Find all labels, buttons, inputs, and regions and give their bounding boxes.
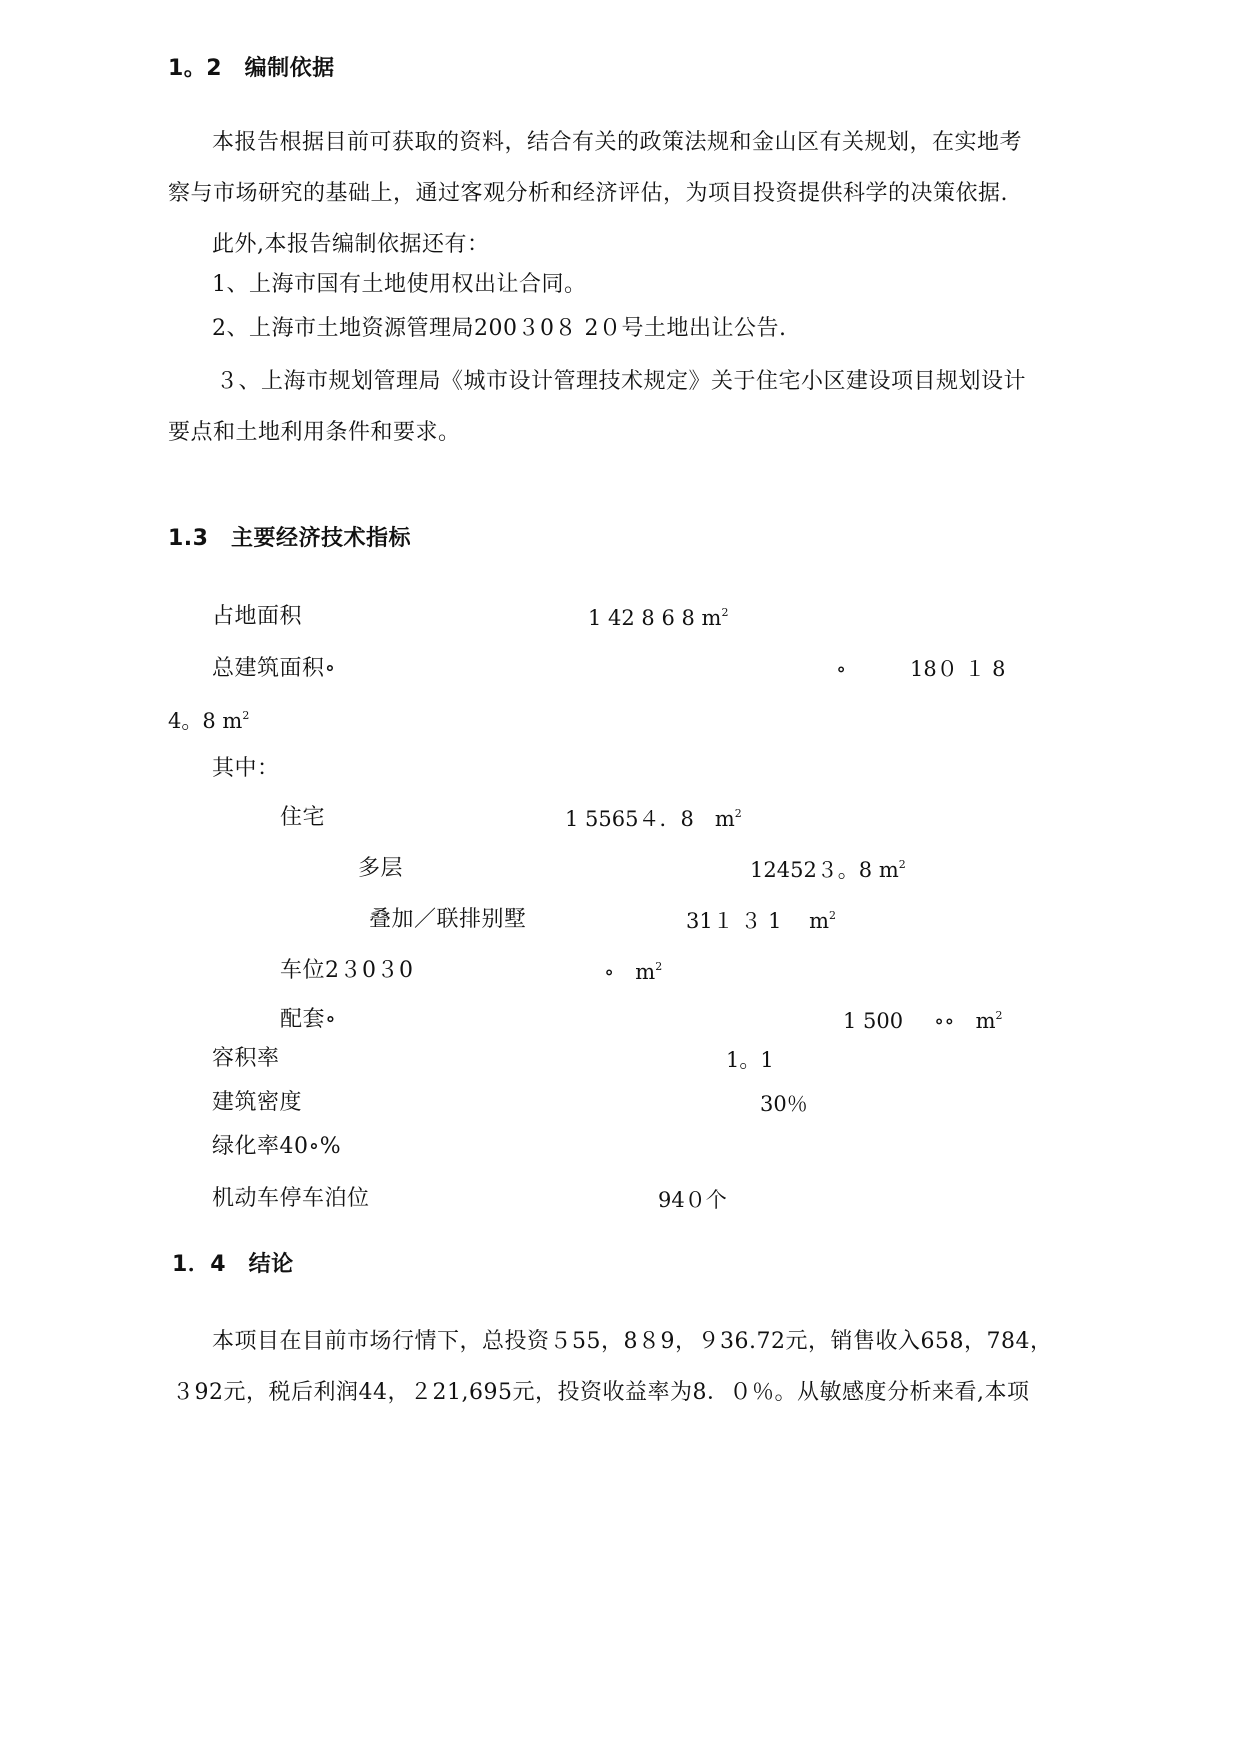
basis-item-3-line-2: 要点和土地利用条件和要求。 [168,420,461,445]
density-value: 30％ [760,1092,808,1116]
villa-label: 叠加／联排别墅 [369,907,527,932]
parking-spaces-label: 机动车停车泊位 [212,1186,370,1211]
residential-label: 住宅 [280,805,326,830]
parking-area-label: 车位2３0３0 [280,958,414,983]
total-area-mark: ∘ [836,657,847,681]
facilities-unit: ∘∘ $m^2$ [934,1009,1003,1033]
section-heading-1-3: 1.3 主要经济技术指标 [168,526,411,551]
basis-item-1: 1、上海市国有土地使用权出让合同。 [212,272,587,297]
density-label: 建筑密度 [212,1090,303,1115]
far-value: 1。1 [726,1048,774,1072]
land-area-value: 1 42 8 6 8 $m^2$ [588,606,729,630]
facilities-value: 1 500 [843,1009,904,1033]
total-area-value: 18０ １ 8 [910,657,1006,681]
land-area-label: 占地面积 [212,604,303,629]
parking-area-mark: ∘ $m^2$ [604,960,663,984]
total-area-label: 总建筑面积∘ [212,656,336,681]
multistory-label: 多层 [358,856,404,881]
facilities-label: 配套∘ [280,1007,337,1032]
green-ratio-label: 绿化率40∘% [212,1134,342,1159]
total-area-value-cont: 4。8 $m^2$ [168,709,250,733]
basis-item-3-line-1: ３、上海市规划管理局《城市设计管理技术规定》关于住宅小区建设项目规划设计 [216,369,1027,394]
multistory-value: 12452３。8 $m^2$ [750,858,906,882]
conclusion-line-2: ３92元，税后利润44，２21,695元，投资收益率为8．０％。从敏感度分析来看,本项 [172,1380,1030,1405]
far-label: 容积率 [212,1046,280,1071]
paragraph-additional-basis: 此外,本报告编制依据还有： [212,232,490,257]
among-label: 其中： [212,756,280,781]
villa-value: 31１ ３ 1 $m^2$ [686,909,837,933]
basis-item-2: 2、上海市土地资源管理局200３0８ 2０号土地出让公告. [212,316,787,341]
parking-spaces-value: 94０个 [658,1188,727,1212]
residential-value: 1 5565４．8 $m^2$ [565,807,742,831]
section-heading-1-4: 1．4 结论 [172,1252,294,1277]
paragraph-basis-line-2: 察与市场研究的基础上，通过客观分析和经济评估，为项目投资提供科学的决策依据. [168,181,1008,206]
conclusion-line-1: 本项目在目前市场行情下，总投资５55，8８9，９36.72元，销售收入658，784， [212,1329,1053,1354]
section-heading-1-2: 1。2 编制依据 [168,56,335,81]
paragraph-basis-line-1: 本报告根据目前可获取的资料，结合有关的政策法规和金山区有关规划，在实地考 [212,130,1023,155]
